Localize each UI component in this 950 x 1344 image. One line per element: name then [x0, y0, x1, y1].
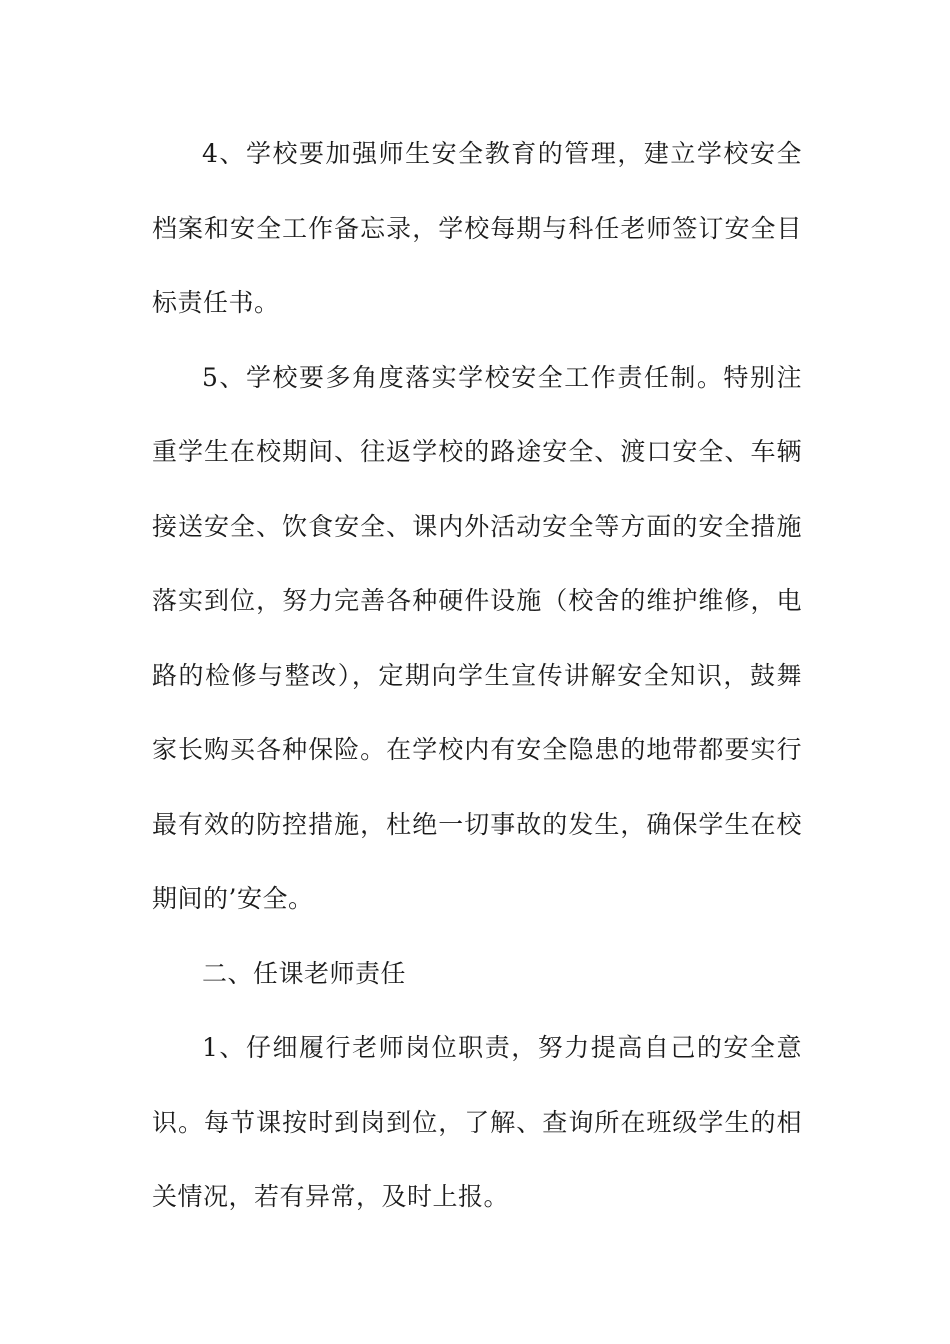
section-heading: 二、任课老师责任: [202, 958, 407, 988]
paragraph-item-4: 4、学校要加强师生安全教育的管理，建立学校安全档案和安全工作备忘录，学校每期与科任老师签订安全目标责任书。: [152, 139, 802, 317]
paragraph-item-5: 5、学校要多角度落实学校安全工作责任制。特别注重学生在校期间、往返学校的路途安全、渡口安全、车辆接送安全、饮食安全、课内外活动安全等方面的安全措施落实到位，努力完善各种硬件设施（校舍的维护维修，电路的检修与整改），定期向学生宣传讲解安全知识，鼓舞家长购买各种保险。在学校内有安全隐患的地带都要实行最有效的防控措施，杜绝一切事故的发生，确保学生在校期间的’安全。: [152, 362, 802, 913]
paragraph-item-1: 1、仔细履行老师岗位职责，努力提高自己的安全意识。每节课按时到岗到位，了解、查询所在班级学生的相关情况，若有异常，及时上报。: [152, 1033, 802, 1211]
document-body: [152, 117, 802, 1235]
